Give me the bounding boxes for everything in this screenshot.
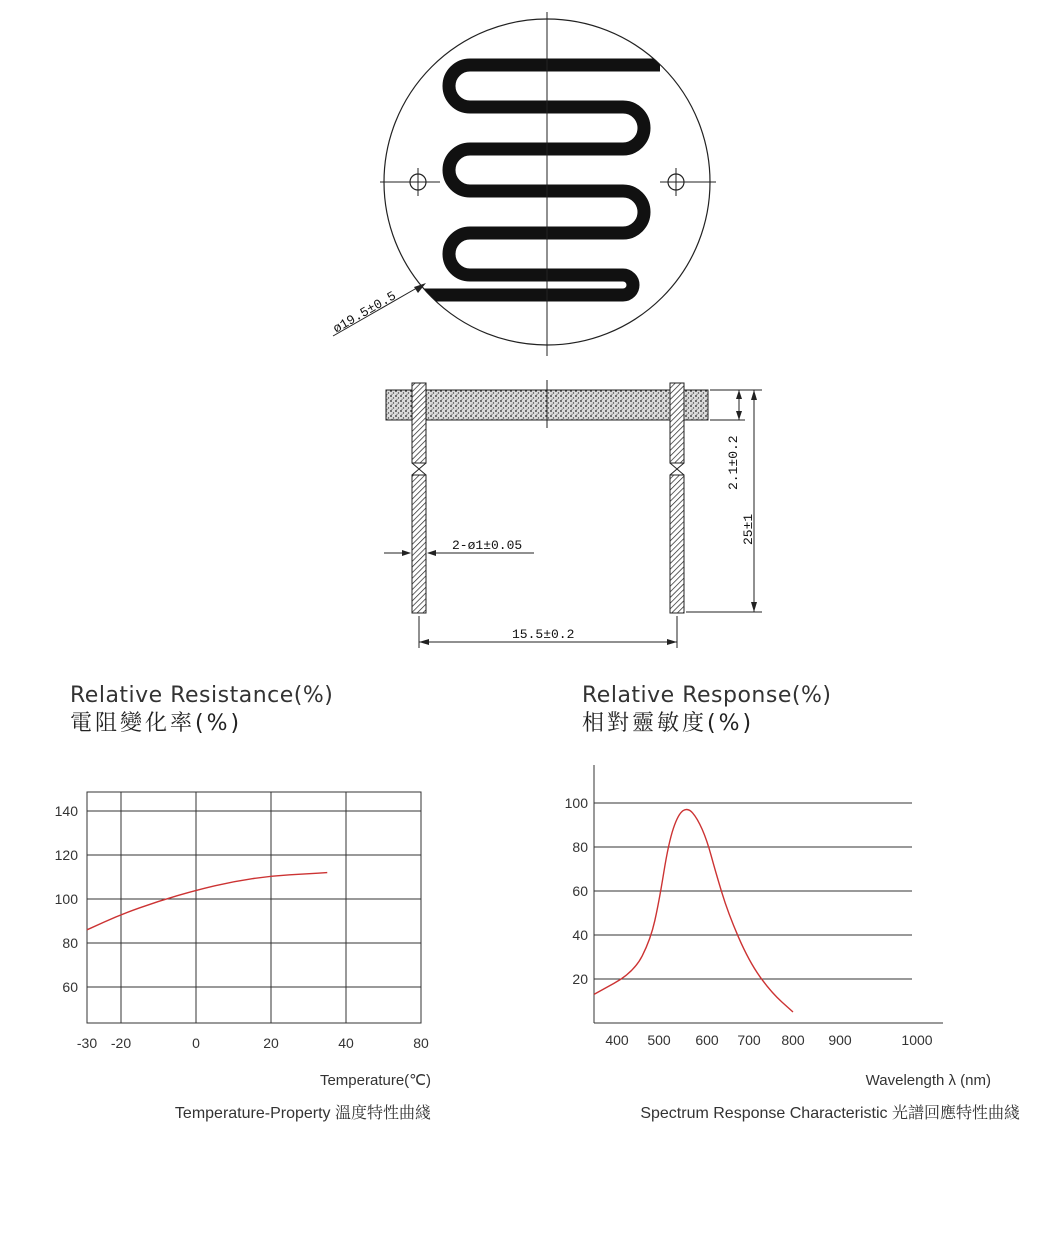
chart2-x-tick: 1000 bbox=[901, 1032, 933, 1048]
chart-temperature bbox=[55, 683, 431, 1122]
chart1-y-tick: 80 bbox=[62, 935, 78, 951]
chart2-caption: Spectrum Response Characteristic 光譜回應特性曲綫 bbox=[640, 1105, 1020, 1122]
chart1-y-tick: 120 bbox=[54, 847, 78, 863]
chart2-grid bbox=[594, 765, 943, 1023]
pitch-label: 15.5±0.2 bbox=[512, 627, 575, 642]
chart2-x-tick: 900 bbox=[828, 1032, 852, 1048]
chart2-x-tick: 500 bbox=[647, 1032, 671, 1048]
height-dimensions bbox=[686, 390, 762, 612]
chart1-x-tick: 20 bbox=[263, 1035, 279, 1051]
chart-spectrum bbox=[565, 683, 1020, 1122]
lead-diameter-label: 2-ø1±0.05 bbox=[452, 538, 523, 553]
chart2-xlabel: Wavelength λ (nm) bbox=[865, 1072, 991, 1089]
chart2-x-tick: 400 bbox=[605, 1032, 629, 1048]
lead-left bbox=[412, 383, 426, 613]
side-view bbox=[384, 380, 762, 648]
chart1-x-tick: 80 bbox=[413, 1035, 429, 1051]
chart1-title: Relative Resistance(%) bbox=[70, 683, 334, 708]
chart1-x-tick: 0 bbox=[192, 1035, 200, 1051]
serpentine-electrode bbox=[420, 65, 660, 295]
chart1-series-line bbox=[87, 873, 327, 930]
chart2-subtitle: 相對靈敏度(%) bbox=[582, 711, 755, 736]
chart1-y-tick: 100 bbox=[54, 891, 78, 907]
chart1-grid bbox=[87, 792, 421, 1023]
chart2-y-tick: 20 bbox=[572, 971, 588, 987]
chart2-y-tick: 100 bbox=[564, 795, 588, 811]
chart1-y-tick: 60 bbox=[62, 979, 78, 995]
length-label: 25±1 bbox=[741, 513, 756, 545]
chart2-series-line bbox=[594, 809, 793, 1012]
chart1-caption: Temperature-Property 溫度特性曲綫 bbox=[174, 1105, 431, 1122]
diameter-label: ø19.5±0.5 bbox=[330, 288, 399, 337]
chart2-y-tick: 40 bbox=[572, 927, 588, 943]
top-view bbox=[331, 12, 717, 356]
chart1-tick-labels bbox=[55, 803, 429, 1051]
chart1-x-tick: -30 bbox=[76, 1035, 98, 1051]
chart2-tick-labels bbox=[565, 795, 933, 1048]
chart1-frame bbox=[87, 792, 421, 1023]
chart1-y-tick: 140 bbox=[54, 803, 78, 819]
chart2-y-tick: 80 bbox=[572, 839, 588, 855]
chart2-title: Relative Response(%) bbox=[582, 683, 832, 708]
chart1-subtitle: 電阻變化率(%) bbox=[70, 711, 243, 736]
chart1-x-tick: 40 bbox=[338, 1035, 354, 1051]
chart1-xlabel: Temperature(℃) bbox=[319, 1072, 431, 1089]
chart1-x-tick: -20 bbox=[110, 1035, 132, 1051]
chart2-x-tick: 700 bbox=[737, 1032, 761, 1048]
thickness-label: 2.1±0.2 bbox=[726, 435, 741, 490]
chart2-x-tick: 800 bbox=[781, 1032, 805, 1048]
chart2-y-tick: 60 bbox=[572, 883, 588, 899]
lead-right bbox=[670, 383, 684, 613]
chart2-x-tick: 600 bbox=[695, 1032, 719, 1048]
